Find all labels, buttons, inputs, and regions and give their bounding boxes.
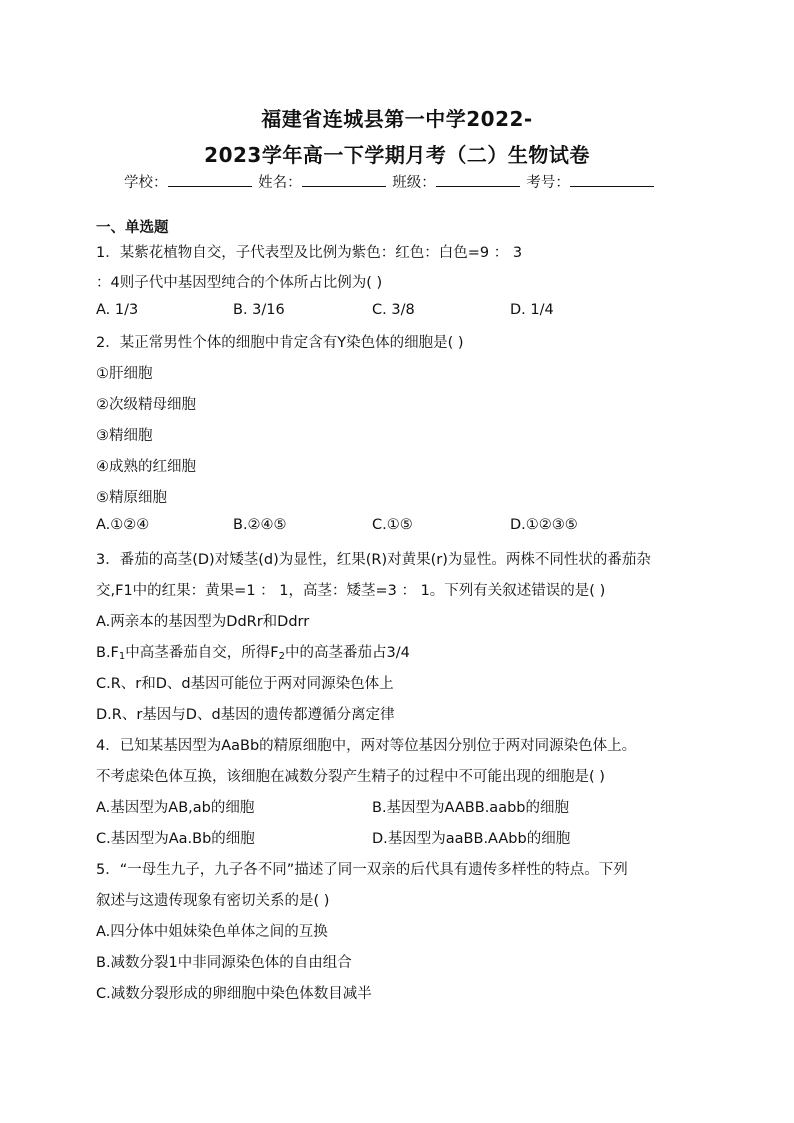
question-2-option-a[interactable]: A.①②④ xyxy=(96,517,150,533)
question-4-option-c[interactable]: C.基因型为Aa.Bb的细胞 xyxy=(96,831,255,847)
question-3-option-b-subscript-2: 2 xyxy=(278,651,285,662)
question-3-stem-line-2: 交,F1中的红果：黄果=1 ： 1，高茎：矮茎=3 ： 1。下列有关叙述错误的是( ) xyxy=(96,583,606,599)
question-3-option-c[interactable]: C.R、r和D、d基因可能位于两对同源染色体上 xyxy=(96,676,394,692)
exam-title-line-1: 福建省连城县第一中学2022- xyxy=(261,107,533,131)
question-4-option-b[interactable]: B.基因型为AABB.aabb的细胞 xyxy=(372,800,569,816)
class-blank[interactable] xyxy=(436,174,520,187)
question-2-option-c[interactable]: C.①⑤ xyxy=(372,517,413,533)
school-blank[interactable] xyxy=(168,174,252,187)
question-2-item-3: ③精细胞 xyxy=(96,428,153,444)
question-1-stem-line-1: 1．某紫花植物自交，子代表型及比例为紫色：红色：白色=9 ： 3 xyxy=(96,245,523,261)
question-4-option-d[interactable]: D.基因型为aaBB.AAbb的细胞 xyxy=(372,831,571,847)
number-label: 考号： xyxy=(526,175,570,191)
class-label: 班级： xyxy=(392,175,436,191)
question-2-item-2: ②次级精母细胞 xyxy=(96,397,196,413)
question-5-stem-line-2: 叙述与这遗传现象有密切关系的是( ) xyxy=(96,893,330,909)
section-title: 一、单选题 xyxy=(96,220,169,236)
number-blank[interactable] xyxy=(570,174,654,187)
question-1-option-c[interactable]: C. 3/8 xyxy=(372,302,415,318)
question-3-option-b-middle: 中高茎番茄自交，所得F xyxy=(125,645,279,661)
question-3-stem-line-1: 3．番茄的高茎(D)对矮茎(d)为显性，红果(R)对黄果(r)为显性。两株不同性状的番茄杂 xyxy=(96,552,651,568)
question-1-option-d[interactable]: D. 1/4 xyxy=(510,302,554,318)
question-3-option-b[interactable] xyxy=(96,641,410,662)
question-2-stem: 2．某正常男性个体的细胞中肯定含有Y染色体的细胞是( ) xyxy=(96,335,464,351)
question-2-option-d[interactable]: D.①②③⑤ xyxy=(510,517,578,533)
question-2-item-4: ④成熟的红细胞 xyxy=(96,459,196,475)
question-5-stem-line-1: 5．“一母生九子，九子各不同”描述了同一双亲的后代具有遗传多样性的特点。下列 xyxy=(96,862,628,878)
question-4-stem-line-1: 4．已知某基因型为AaBb的精原细胞中，两对等位基因分别位于两对同源染色体上。 xyxy=(96,738,637,754)
question-2-option-b[interactable]: B.②④⑤ xyxy=(233,517,287,533)
student-info-row xyxy=(124,171,656,192)
school-label: 学校： xyxy=(124,175,168,191)
question-1-option-a[interactable]: A. 1/3 xyxy=(96,302,139,318)
name-blank[interactable] xyxy=(302,174,386,187)
question-1-stem-line-2: ：4则子代中基因型纯合的个体所占比例为( ) xyxy=(96,275,383,291)
question-3-option-d[interactable]: D.R、r基因与D、d基因的遗传都遵循分离定律 xyxy=(96,707,395,723)
name-label: 姓名： xyxy=(258,175,302,191)
question-3-option-b-prefix: B.F xyxy=(96,645,119,661)
question-5-option-b[interactable]: B.减数分裂1中非同源染色体的自由组合 xyxy=(96,955,352,971)
question-2-item-1: ①肝细胞 xyxy=(96,366,153,382)
question-3-option-b-suffix: 中的高茎番茄占3/4 xyxy=(285,645,410,661)
question-5-option-a[interactable]: A.四分体中姐妹染色单体之间的互换 xyxy=(96,924,328,940)
question-3-option-b-subscript-1: 1 xyxy=(118,651,126,662)
question-4-stem-line-2: 不考虑染色体互换，该细胞在减数分裂产生精子的过程中不可能出现的细胞是( ) xyxy=(96,769,605,785)
exam-title-line-2: 2023学年高一下学期月考（二）生物试卷 xyxy=(204,143,590,167)
question-5-option-c[interactable]: C.减数分裂形成的卵细胞中染色体数目减半 xyxy=(96,986,372,1002)
question-4-option-a[interactable]: A.基因型为AB,ab的细胞 xyxy=(96,800,255,816)
question-2-item-5: ⑤精原细胞 xyxy=(96,490,167,506)
question-3-option-a[interactable]: A.两亲本的基因型为DdRr和Ddrr xyxy=(96,614,310,630)
question-1-option-b[interactable]: B. 3/16 xyxy=(233,302,285,318)
